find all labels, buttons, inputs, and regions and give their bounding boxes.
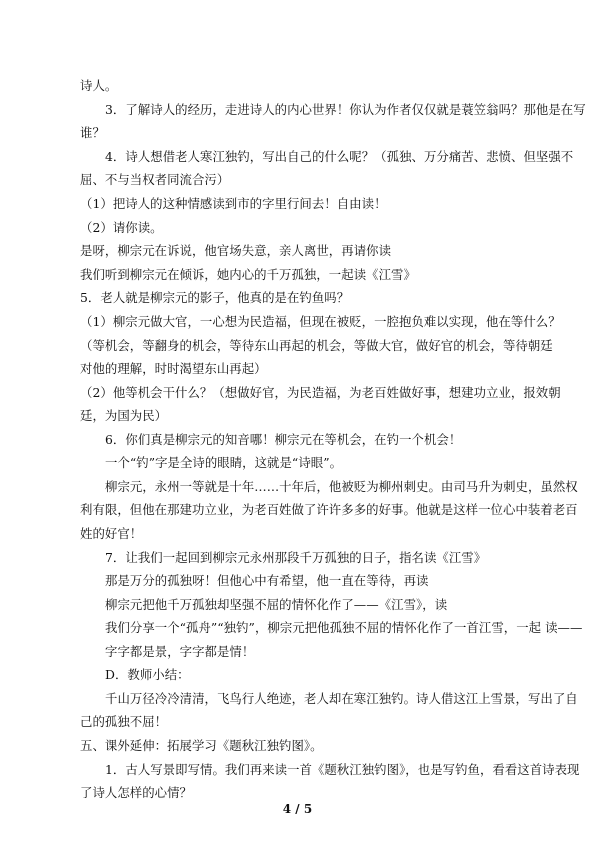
text-line: 廷，为国为民） bbox=[80, 408, 168, 423]
text-line: 4．诗人想借老人寒江独钓，写出自己的什么呢？（孤独、万分痛苦、悲愤、但坚强不 bbox=[105, 149, 574, 164]
text-line: 千山万径冷冷清清，飞鸟行人绝迹，老人却在寒江独钓。诗人借这江上雪景，写出了自 bbox=[105, 691, 578, 706]
text-line: 谁？ bbox=[80, 125, 105, 140]
text-line: 5．老人就是柳宗元的影子，他真的是在钓鱼吗？ bbox=[80, 290, 350, 305]
text-line: 3．了解诗人的经历，走进诗人的内心世界！你认为作者仅仅就是蓑笠翁吗？那他是在写 bbox=[105, 102, 586, 117]
page-number: 4 / 5 bbox=[282, 802, 313, 816]
text-line: 五、课外延伸：拓展学习《题秋江独钓图》。 bbox=[80, 738, 323, 753]
text-line: 屈、不与当权者同流合污） bbox=[80, 172, 230, 187]
text-line: （1）把诗人的这种情感读到市的字里行间去！自由读！ bbox=[80, 196, 387, 211]
text-line: 了诗人怎样的心情？ bbox=[80, 785, 192, 800]
text-line: 7．让我们一起回到柳宗元永州那段千万孤独的日子，指名读《江雪》 bbox=[105, 550, 487, 565]
text-line: 姓的好官！ bbox=[80, 526, 143, 541]
text-line: 柳宗元把他千万孤独却坚强不屈的情怀化作了——《江雪》，读 bbox=[105, 597, 448, 612]
text-line: 一个“钓”字是全诗的眼睛，这就是“诗眼”。 bbox=[105, 455, 343, 470]
text-line: 己的孤独不屈！ bbox=[80, 714, 168, 729]
text-line: （2）请你读。 bbox=[80, 220, 163, 235]
text-line: 柳宗元，永州一等就是十年……十年后，他被贬为柳州刺史。由司马升为刺史，虽然权 bbox=[105, 479, 578, 494]
text-line: 6．你们真是柳宗元的知音哪！柳宗元在等机会，在钓一个机会！ bbox=[105, 432, 462, 447]
text-line: 那是万分的孤独呀！但他心中有希望，他一直在等待，再读 bbox=[105, 573, 429, 588]
text-line: D．教师小结： bbox=[105, 667, 190, 682]
text-line: 我们分享一个“孤舟”“独钓”，柳宗元把他孤独不屈的情怀化作了一首江雪，一起 读—— bbox=[105, 620, 583, 635]
text-line: 是呀，柳宗元在诉说，他官场失意，亲人离世，再请你读 bbox=[80, 243, 392, 258]
text-line: （2）他等机会干什么？（想做好官，为民造福，为老百姓做好事，想建功立业，报效朝 bbox=[80, 385, 561, 400]
text-line: 我们听到柳宗元在倾诉，她内心的千万孤独，一起读《江雪》 bbox=[80, 267, 416, 282]
text-line: 诗人。 bbox=[80, 78, 118, 93]
text-line: 1．古人写景即写情。我们再来读一首《题秋江独钓图》，也是写钓鱼，看看这首诗表现 bbox=[105, 762, 580, 777]
text-line: 对他的理解，时时渴望东山再起） bbox=[80, 361, 267, 376]
text-line: 利有限，但他在那建功立业，为老百姓做了许许多多的好事。他就是这样一位心中装着老百 bbox=[80, 502, 578, 517]
text-line: （等机会，等翻身的机会，等待东山再起的机会，等做大官，做好官的机会，等待朝廷 bbox=[80, 338, 553, 353]
text-line: （1）柳宗元做大官，一心想为民造福，但现在被贬，一腔抱负难以实现，他在等什么？ bbox=[80, 314, 561, 329]
text-line: 字字都是景，字字都是情！ bbox=[105, 644, 255, 659]
